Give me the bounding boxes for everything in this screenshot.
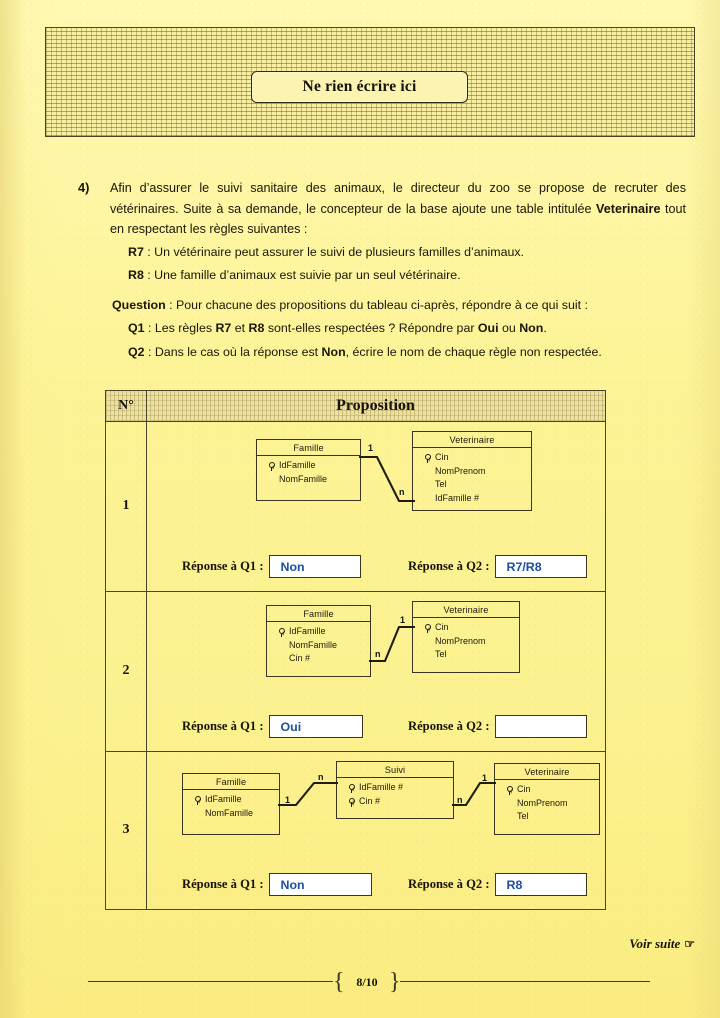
answers-row	[146, 555, 605, 583]
rule-r8	[128, 268, 688, 282]
entity-veterinaire	[412, 601, 520, 673]
entity-title: Famille	[267, 606, 370, 622]
entity-title: Veterinaire	[413, 432, 531, 448]
q1-part-1: : Les règles	[144, 321, 216, 335]
q1-answer-non: Non	[519, 321, 544, 335]
do-not-write-label: Ne rien écrire ici	[302, 78, 417, 95]
page-number: 8/10	[356, 974, 378, 989]
answer-q1-value: Non	[280, 877, 305, 892]
rule-r7	[128, 245, 688, 259]
attribute: NomPrenom	[435, 635, 486, 646]
answer-q1-label: Réponse à Q1 :	[182, 877, 264, 891]
question-intro	[112, 298, 692, 312]
cardinality-n: n	[399, 487, 405, 497]
propositions-table	[105, 390, 606, 910]
answer-q1-field[interactable]	[269, 715, 363, 738]
sub-question-q2	[128, 345, 708, 359]
row-content	[146, 421, 605, 591]
q2-part-2: , écrire le nom de chaque règle non respectée.	[345, 345, 602, 359]
cardinality-1: 1	[285, 795, 291, 805]
answers-row	[146, 715, 605, 743]
relation-connector-left	[278, 777, 338, 811]
brace-left: {	[333, 969, 345, 995]
rule-r8-text: : Une famille d’animaux est suivie par un seul vétérinaire.	[143, 268, 461, 282]
entity-title: Suivi	[337, 762, 453, 778]
attribute-key: IdFamille #	[348, 781, 453, 795]
attribute: NomFamille	[205, 807, 254, 818]
er-diagram-1	[146, 421, 605, 521]
table-row	[106, 421, 605, 592]
pointing-hand-icon: ☞	[684, 937, 695, 951]
brace-right: }	[389, 969, 401, 995]
table-header-row	[106, 391, 605, 422]
attribute: Tel	[517, 811, 529, 821]
answer-q2-field[interactable]	[495, 873, 587, 896]
table-name-veterinaire: Veterinaire	[596, 201, 661, 216]
entity-famille	[182, 773, 280, 835]
rule-r7-text: : Un vétérinaire peut assurer le suivi de plusieurs familles d’animaux.	[143, 245, 524, 259]
entity-attributes	[183, 790, 279, 823]
row-number: 1	[122, 498, 130, 513]
attribute: NomFamille	[289, 639, 338, 650]
attribute-key: Cin	[424, 451, 531, 465]
table-row	[106, 591, 605, 752]
entity-attributes	[267, 622, 370, 669]
see-next-label: Voir suite	[629, 936, 681, 951]
do-not-write-box	[251, 71, 468, 103]
row-number: 2	[122, 663, 130, 678]
cardinality-n: n	[318, 772, 324, 782]
rule-r7-name: R7	[128, 245, 144, 259]
answer-q2-field[interactable]	[495, 715, 587, 738]
question-4-block	[78, 178, 686, 240]
answer-q1-field[interactable]	[269, 873, 372, 896]
answer-q1-value: Non	[280, 559, 305, 574]
attribute: Cin #	[289, 653, 311, 663]
sub-question-q1	[128, 321, 708, 335]
answer-q2-value: R8	[506, 877, 523, 892]
answer-q1-label: Réponse à Q1 :	[182, 559, 264, 573]
cardinality-1: 1	[368, 443, 374, 453]
question-paragraph	[110, 178, 686, 240]
entity-title: Famille	[183, 774, 279, 790]
footer-rule	[0, 970, 720, 994]
entity-famille	[266, 605, 371, 677]
answer-q1-label: Réponse à Q1 :	[182, 719, 264, 733]
entity-attributes	[257, 456, 360, 489]
attribute-key: Cin #	[348, 795, 453, 809]
row-content	[146, 591, 605, 751]
attribute: NomFamille	[279, 473, 328, 484]
header-cell-proposition: Proposition	[336, 397, 415, 414]
paragraph-part-1: Afin d’assurer le suivi sanitaire des animaux, le directeur du zoo se propose de recruter des vétérinaires. Suite à sa demande, le concepteur de la base ajoute une table intitulée	[110, 181, 686, 216]
answer-group-q2	[408, 555, 587, 578]
entity-veterinaire	[494, 763, 600, 835]
answer-group-q2	[408, 715, 587, 738]
answer-q2-label: Réponse à Q2 :	[408, 719, 490, 733]
question-label: Question	[112, 298, 166, 312]
answer-q2-label: Réponse à Q2 :	[408, 559, 490, 573]
question-number: 4)	[78, 180, 90, 195]
q1-conjunction: et	[231, 321, 249, 335]
answer-q1-field[interactable]	[269, 555, 361, 578]
attribute: Tel	[435, 479, 447, 489]
paragraph-part-2: tout en respectant les règles suivantes :	[110, 201, 686, 236]
footer-line-right	[400, 981, 650, 982]
entity-attributes	[413, 618, 519, 665]
q1-or: ou	[498, 321, 520, 335]
footer-line-left	[88, 981, 333, 982]
answer-q2-field[interactable]	[495, 555, 587, 578]
cardinality-1: 1	[400, 615, 406, 625]
relation-connector-right	[452, 777, 496, 811]
answer-q2-label: Réponse à Q2 :	[408, 877, 490, 891]
q1-rule-r8: R8	[248, 321, 265, 335]
see-next-note	[629, 936, 695, 952]
attribute: NomPrenom	[517, 797, 568, 808]
row-content	[146, 751, 605, 909]
q1-rule-r7: R7	[215, 321, 232, 335]
answer-group-q1	[182, 715, 363, 738]
cardinality-1: 1	[482, 773, 488, 783]
answer-group-q1	[182, 873, 372, 896]
q1-end: .	[543, 321, 547, 335]
relation-connector	[359, 451, 415, 509]
attribute: IdFamille #	[435, 492, 480, 503]
attribute-key: Cin	[424, 621, 519, 635]
answer-group-q1	[182, 555, 361, 578]
answers-row	[146, 873, 605, 901]
entity-title: Famille	[257, 440, 360, 456]
cardinality-n: n	[375, 649, 381, 659]
attribute-key: IdFamille	[278, 625, 370, 639]
q1-label: Q1	[128, 321, 145, 335]
question-intro-text: : Pour chacune des propositions du tableau ci-après, répondre à ce qui suit :	[165, 298, 588, 312]
q2-part-1: : Dans le cas où la réponse est	[144, 345, 322, 359]
attribute-key: IdFamille	[194, 793, 279, 807]
do-not-write-banner	[45, 27, 695, 137]
entity-suivi	[336, 761, 454, 819]
table-row	[106, 751, 605, 909]
attribute: Tel	[435, 649, 447, 659]
entity-famille	[256, 439, 361, 501]
q1-part-2: sont-elles respectées ? Répondre par	[264, 321, 478, 335]
relation-connector	[369, 621, 415, 667]
entity-attributes	[495, 780, 599, 827]
answer-q1-value: Oui	[280, 719, 302, 734]
q2-answer-non: Non	[321, 345, 346, 359]
entity-title: Veterinaire	[413, 602, 519, 618]
attribute-key: Cin	[506, 783, 599, 797]
entity-veterinaire	[412, 431, 532, 511]
attribute-key: IdFamille	[268, 459, 360, 473]
header-cell-no: N°	[118, 398, 134, 413]
attribute: NomPrenom	[435, 465, 486, 476]
entity-attributes	[413, 448, 531, 508]
q1-answer-oui: Oui	[477, 321, 499, 335]
answer-q2-value: R7/R8	[506, 559, 542, 574]
cardinality-n: n	[457, 795, 463, 805]
entity-title: Veterinaire	[495, 764, 599, 780]
rule-r8-name: R8	[128, 268, 144, 282]
er-diagram-3	[146, 751, 605, 851]
entity-attributes	[337, 778, 453, 811]
row-number: 3	[122, 822, 130, 837]
answer-group-q2	[408, 873, 587, 896]
er-diagram-2	[146, 591, 605, 691]
q2-label: Q2	[128, 345, 145, 359]
